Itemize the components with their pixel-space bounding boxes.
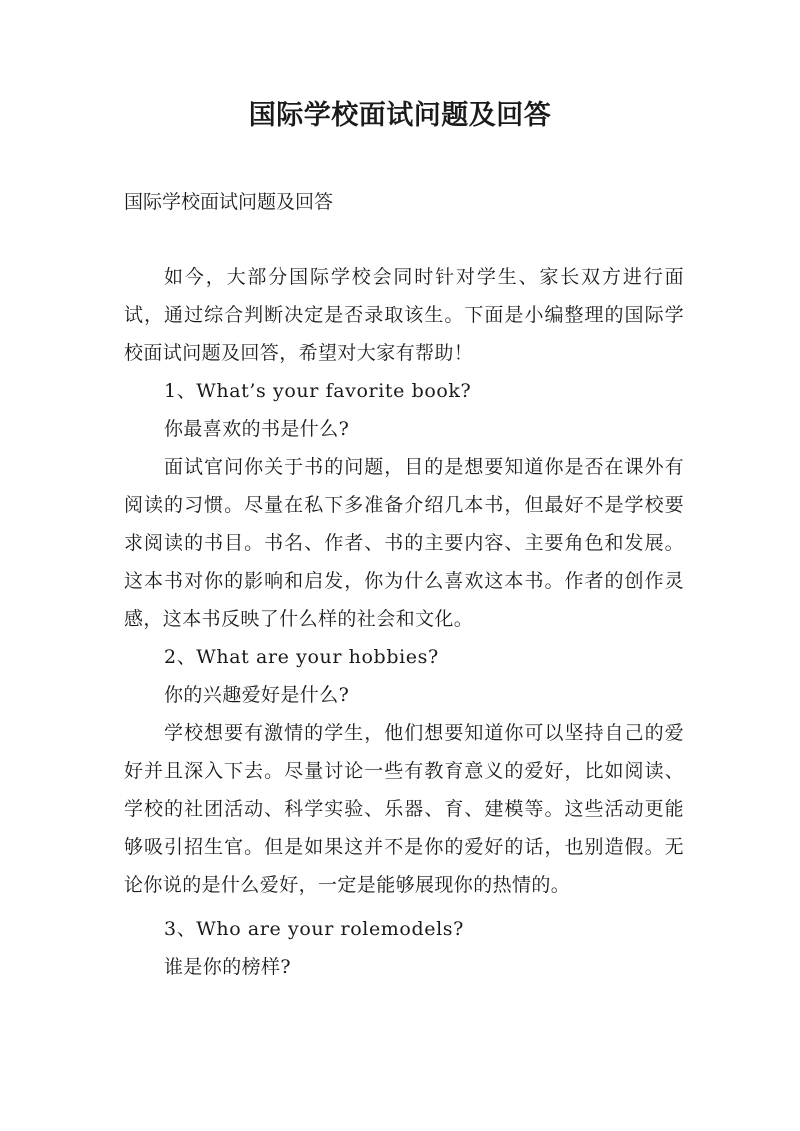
question-3-chinese: 谁是你的榜样? — [164, 956, 291, 978]
question-1-english: 1、What’s your favorite book? — [164, 380, 472, 402]
question-3-english: 3、Who are your rolemodels? — [164, 918, 464, 940]
answer-1-paragraph: 面试官问你关于书的问题，目的是想要知道你是否在课外有阅读的习惯。尽量在私下多准备介绍几本书，但最好不是学校要求阅读的书目。书名、作者、书的主要内容、主要角色和发展。这本书对你的影响和启发，你为什么喜欢这本书。作者的创作灵感，这本书反映了什么样的社会和文化。 — [124, 456, 684, 630]
answer-2-paragraph: 学校想要有激情的学生，他们想要知道你可以坚持自己的爱好并且深入下去。尽量讨论一些有教育意义的爱好，比如阅读、学校的社团活动、科学实验、乐器、育、建模等。这些活动更能够吸引招生官。但是如果这并不是你的爱好的话，也别造假。无论你说的是什么爱好，一定是能够展现你的热情的。 — [124, 722, 684, 896]
document-title: 国际学校面试问题及回答 — [248, 100, 552, 131]
intro-paragraph: 如今，大部分国际学校会同时针对学生、家长双方进行面试，通过综合判断决定是否录取该生。下面是小编整理的国际学校面试问题及回答，希望对大家有帮助！ — [124, 266, 684, 364]
question-2-chinese: 你的兴趣爱好是什么? — [164, 684, 350, 706]
question-1-chinese: 你最喜欢的书是什么? — [164, 418, 350, 440]
document-subtitle: 国际学校面试问题及回答 — [124, 191, 334, 213]
question-2-english: 2、What are your hobbies? — [164, 646, 439, 668]
document-body — [124, 258, 684, 986]
